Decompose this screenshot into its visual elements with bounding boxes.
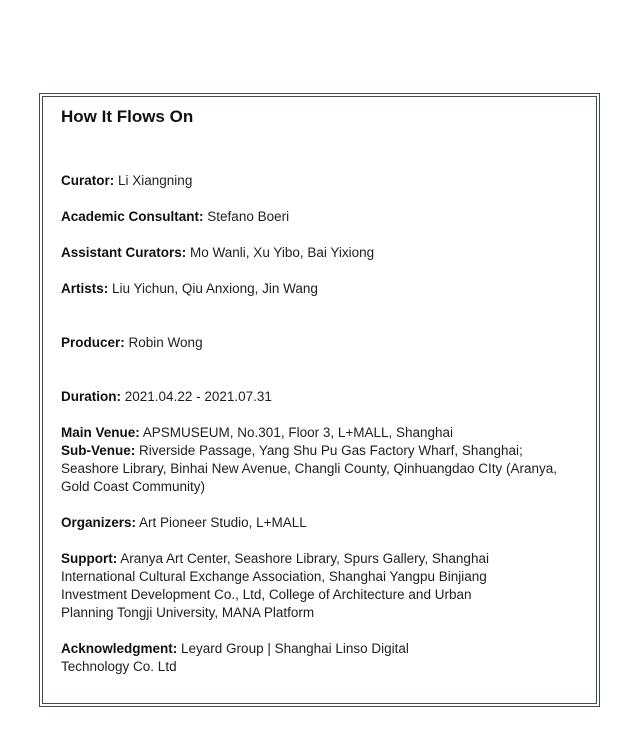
acknowledgment-label: Acknowledgment: xyxy=(61,641,178,656)
support-value-line3: Investment Development Co., Ltd, College of Architecture and Urban xyxy=(61,587,472,602)
curator-label: Curator: xyxy=(61,173,115,188)
organizers-label: Organizers: xyxy=(61,515,137,530)
duration-line xyxy=(61,388,591,406)
artists-label: Artists: xyxy=(61,281,109,296)
acknowledgment-value-line1: Leyard Group | Shanghai Linso Digital xyxy=(181,641,409,656)
acknowledgment-value-line2: Technology Co. Ltd xyxy=(61,659,177,674)
sub-venue-value-line1: Riverside Passage, Yang Shu Pu Gas Factory Wharf, Shanghai; xyxy=(139,443,523,458)
artists-line xyxy=(61,280,591,298)
sub-venue-value-line3: Gold Coast Community) xyxy=(61,479,206,494)
organizers-line xyxy=(61,514,591,532)
duration-label: Duration: xyxy=(61,389,121,404)
exhibition-info xyxy=(61,106,591,676)
assistant-curators-line xyxy=(61,244,591,262)
producer-label: Producer: xyxy=(61,335,125,350)
support-block xyxy=(61,550,591,622)
sub-venue-label: Sub-Venue: xyxy=(61,443,136,458)
sub-venue-value-line2: Seashore Library, Binhai New Avenue, Changli County, Qinhuangdao CIty (Aranya, xyxy=(61,461,558,476)
academic-consultant-value: Stefano Boeri xyxy=(207,209,290,224)
curator-value: Li Xiangning xyxy=(118,173,193,188)
producer-line xyxy=(61,334,591,352)
academic-consultant-label: Academic Consultant: xyxy=(61,209,204,224)
page-title: How It Flows On xyxy=(61,107,194,126)
support-value-line2: International Cultural Exchange Association, Shanghai Yangpu Binjiang xyxy=(61,569,487,584)
support-value-line4: Planning Tongji University, MANA Platform xyxy=(61,605,315,620)
acknowledgment-block xyxy=(61,640,591,676)
sub-venue-block xyxy=(61,442,591,496)
assistant-curators-value: Mo Wanli, Xu Yibo, Bai Yixiong xyxy=(190,245,375,260)
main-venue-label: Main Venue: xyxy=(61,425,140,440)
organizers-value: Art Pioneer Studio, L+MALL xyxy=(139,515,307,530)
artists-value: Liu Yichun, Qiu Anxiong, Jin Wang xyxy=(112,281,318,296)
support-value-line1: Aranya Art Center, Seashore Library, Spurs Gallery, Shanghai xyxy=(120,551,489,566)
assistant-curators-label: Assistant Curators: xyxy=(61,245,187,260)
support-label: Support: xyxy=(61,551,118,566)
main-venue-value: APSMUSEUM, No.301, Floor 3, L+MALL, Shanghai xyxy=(142,425,454,440)
producer-value: Robin Wong xyxy=(128,335,203,350)
academic-consultant-line xyxy=(61,208,591,226)
curator-line xyxy=(61,172,591,190)
duration-value: 2021.04.22 - 2021.07.31 xyxy=(124,389,272,404)
main-venue-line xyxy=(61,424,591,442)
